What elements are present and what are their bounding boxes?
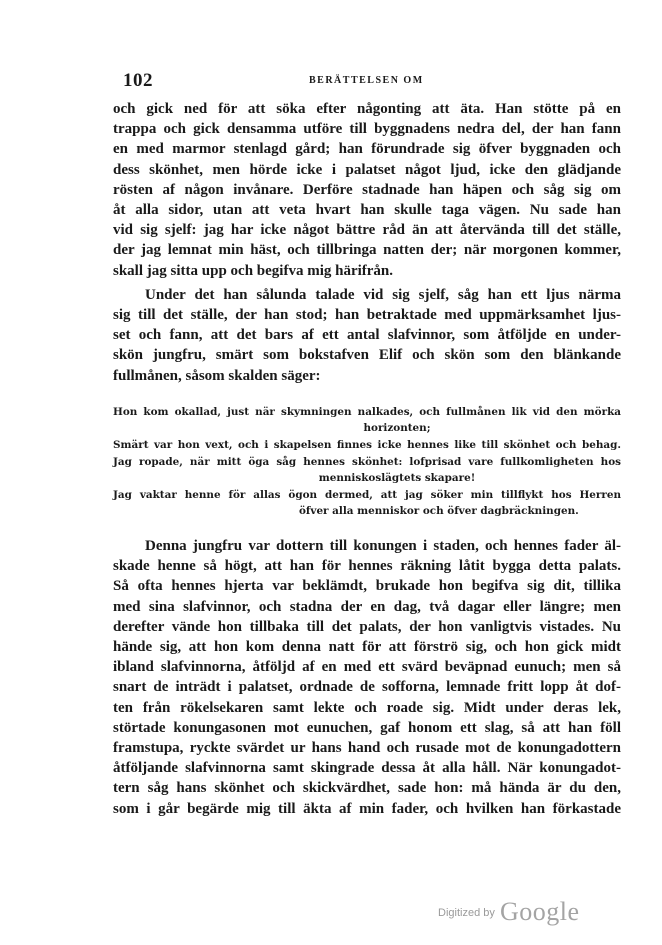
poem-line: Jag vaktar henne för allas ögon dermed, att jag söker min tillflykt hos Herren [113, 488, 621, 501]
page-body [113, 99, 621, 819]
text-line: derefter vände hon tillbaka till det palats, der hon vanligtvis vistades. Nu [113, 618, 621, 635]
poem-line-continuation: horizonten; [363, 422, 431, 435]
text-line: med sina slafvinnor, och stadna der en dag, två dagar eller längre; men [113, 598, 621, 615]
text-line: dess skönhet, men hörde icke i palatset något ljud, icke den glädjande [113, 161, 621, 178]
text-line: fullmånen, såsom skalden säger: [113, 367, 321, 384]
text-line: framstupa, ryckte svärdet ur hans hand och rusade mot de konungadottern [113, 740, 621, 757]
text-line: störtade konungasonen mot eunuchen, gaf honom ett slag, så att han föll [113, 719, 621, 736]
text-line: skade henne så högt, att han för hennes räkning låtit bygga detta palats. [113, 558, 621, 575]
text-line: ten från rökelsekaren samt lekte och roade sig. Midt under deras lek, [113, 699, 621, 716]
text-line: Så ofta hennes hjerta var beklämdt, brukade hon begifva sig dit, tillika [113, 578, 621, 595]
page-header [123, 70, 623, 92]
running-title: BERÄTTELSEN OM [309, 75, 424, 86]
text-line: rösten af någon invånare. Derföre stadnade han häpen och såg sig om [113, 181, 621, 198]
text-line: som i går begärde mig till äkta af min fader, och hvilken han förkastade [113, 800, 621, 817]
text-line: Under det han sålunda talade vid sig sjelf, såg han ett ljus närma [145, 286, 621, 303]
text-line: vid sig sjelf: jag har icke något bättre råd än att återvända till det ställe, [113, 222, 621, 239]
watermark-prefix: Digitized by [438, 907, 495, 919]
text-line: åtföljande slafvinnorna samt skingrade dessa åt alla håll. När konungadot- [113, 760, 621, 777]
text-line: hände sig, att hon kom denna natt för att förströ sig, och hon gick midt [113, 639, 621, 656]
text-line: ibland slafvinnorna, åtföljd af en med ett svärd beväpnad eunuch; men så [113, 659, 621, 676]
text-line: åt alla sidor, utan att veta hvart han skulle taga vägen. Nu sade han [113, 202, 621, 219]
text-line: en med marmor stenlagd gård; han förundrade sig öfver byggnaden och [113, 141, 621, 158]
text-line: Denna jungfru var dottern till konungen i staden, och hennes fader äl- [145, 538, 621, 554]
google-logo-text: Google [499, 897, 580, 926]
text-line: set och fann, att det bars af ett antal slafvinnor, som åtföljde en under- [113, 327, 621, 344]
poem-line-continuation: menniskoslägtets skapare! [318, 472, 476, 485]
text-line: der jag lemnat min häst, och tillbringa natten der; när morgonen kommer, [113, 242, 621, 259]
text-line: trappa och gick densamma utföre till byggnadens nedra del, der han fann [113, 121, 621, 138]
poem-line-continuation: öfver alla menniskor och öfver dagbräckningen. [299, 505, 579, 518]
paragraph-1 [113, 99, 621, 281]
text-line: sig till det ställe, der han stod; han betraktade med uppmärksamhet ljus- [113, 307, 621, 324]
page-number: 102 [123, 70, 153, 91]
paragraph-2 [113, 285, 621, 386]
text-line: tern såg hans skönhet och skickvärdhet, sade hon: må hända är du den, [113, 780, 621, 797]
text-line: och gick ned för att söka efter någonting att äta. Han stötte på en [113, 101, 621, 117]
text-line: skall jag sitta upp och begifva mig härifrån. [113, 262, 394, 279]
digitized-watermark [438, 897, 580, 927]
poem-line: Smärt var hon vext, och i skapelsen finnes icke hennes like till skönhet och behag. [113, 439, 621, 452]
text-line: skön jungfru, smärt som bokstafven Elif och skön som den blänkande [113, 347, 621, 364]
paragraph-3 [113, 536, 621, 819]
text-line: snart de inträdt i palatset, ordnade de sofforna, lemnade fritt lopp åt dof- [113, 679, 621, 696]
poem-line: Jag ropade, när mitt öga såg hennes skönhet: lofprisad vare fullkomligheten hos [113, 455, 621, 468]
poem-quotation [113, 404, 621, 520]
poem-line: Hon kom okallad, just när skymningen nalkades, och fullmånen lik vid den mörka [113, 405, 621, 418]
